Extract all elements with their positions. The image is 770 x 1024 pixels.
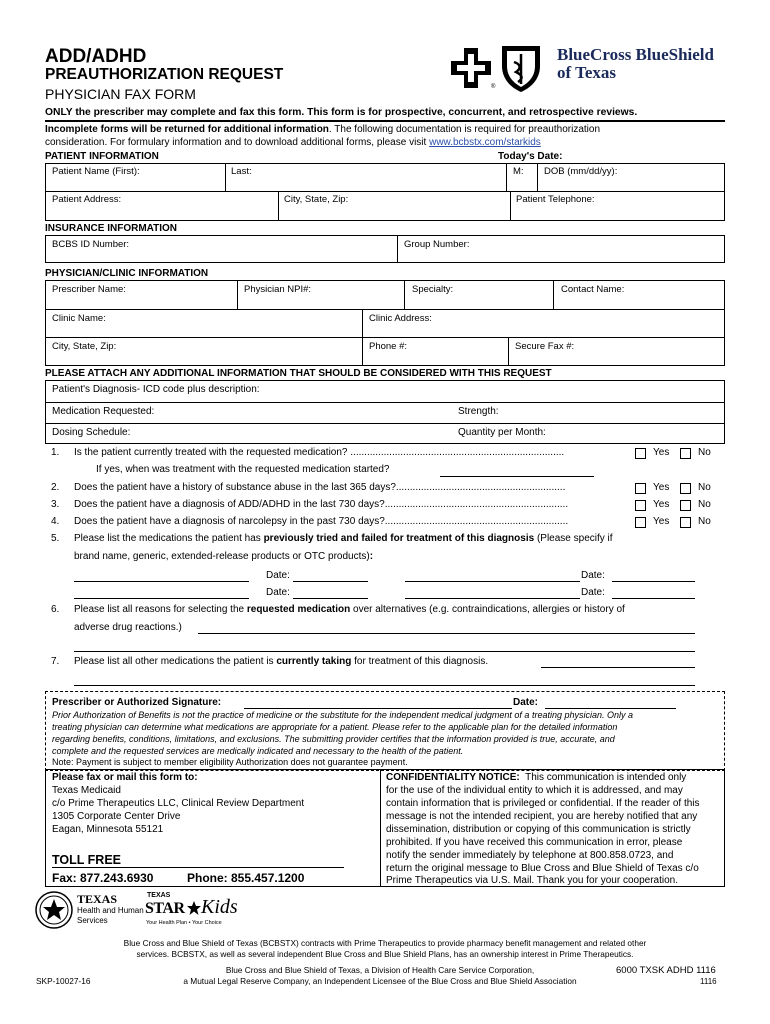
signature-date-label: Date: <box>513 697 539 708</box>
payment-note: Note: Payment is subject to member eligibility Authorization does not guarantee payment. <box>52 757 408 767</box>
patient-info-box <box>45 163 725 221</box>
mail-address-line-1: Texas Medicaid <box>52 785 121 796</box>
patient-dob-field[interactable]: DOB (mm/dd/yy): <box>544 166 618 177</box>
confidentiality-line-4: message is not the intended recipient, you are hereby notified that any <box>386 811 698 822</box>
phone-number: Phone: 855.457.1200 <box>187 871 305 885</box>
star-wordmark: STAR <box>145 900 185 917</box>
q3-yes-checkbox[interactable] <box>635 500 646 511</box>
brand-state: of Texas <box>557 63 617 82</box>
physician-npi-field[interactable]: Physician NPI#: <box>244 284 312 295</box>
q5-date-1-line[interactable] <box>293 581 368 582</box>
mail-address-line-3: 1305 Corporate Center Drive <box>52 811 181 822</box>
dosing-schedule-field[interactable]: Dosing Schedule: <box>52 427 131 438</box>
signature-date-line[interactable] <box>545 708 676 709</box>
fax-number: Fax: 877.243.6930 <box>52 871 154 885</box>
question-2: Does the patient have a history of substance abuse in the last 365 days?............................................................. <box>74 482 566 493</box>
patient-mi-field[interactable]: M: <box>513 166 524 177</box>
physician-section-heading: PHYSICIAN/CLINIC INFORMATION <box>45 268 209 279</box>
footer-line-3: Blue Cross and Blue Shield of Texas, a Division of Health Care Service Corporation, <box>225 965 535 975</box>
texas-wordmark: TEXAS <box>77 892 118 906</box>
secure-fax-field[interactable]: Secure Fax #: <box>515 341 575 352</box>
formulary-notice: consideration. For formulary information and to download additional forms, please visit www.bcbstx.com/starkids <box>45 137 541 148</box>
clinic-address-field[interactable]: Clinic Address: <box>369 313 432 324</box>
confidentiality-line-5: dissemination, distribution or copying of this communication is strictly <box>386 824 691 835</box>
q5-medication-3-line[interactable] <box>74 598 249 599</box>
disclaimer-line-1: Prior Authorization of Benefits is not the practice of medicine or the substitute for the independent medical judgment of a treating physician. Only a <box>52 710 633 720</box>
confidentiality-line-1: CONFIDENTIALITY NOTICE: This communication is intended only <box>386 772 687 783</box>
footer-line-4: a Mutual Legal Reserve Company, an Independent Licensee of the Blue Cross and Blue Shield Association <box>183 976 577 986</box>
clinic-phone-field[interactable]: Phone #: <box>369 341 408 352</box>
q5-date-3-line[interactable] <box>293 598 368 599</box>
incomplete-notice: Incomplete forms will be returned for additional information. The following documentation is required for preauthorization <box>45 124 601 135</box>
question-5-line2: brand name, generic, extended-release products or OTC products): <box>74 551 374 562</box>
texas-hhs-logo <box>34 890 74 935</box>
clinic-name-field[interactable]: Clinic Name: <box>52 313 106 324</box>
clinic-city-field[interactable]: City, State, Zip: <box>52 341 117 352</box>
form-subtitle: PREAUTHORIZATION REQUEST <box>45 66 284 83</box>
bcbs-logo <box>450 42 546 99</box>
patient-last-name-field[interactable]: Last: <box>231 166 252 177</box>
prescriber-only-notice: ONLY the prescriber may complete and fax this form. This form is for prospective, concurrent, and retrospective reviews. <box>45 107 638 118</box>
question-3: Does the patient have a diagnosis of ADD/ADHD in the last 730 days?.................................................................. <box>74 499 569 510</box>
disclaimer-line-3: regarding benefits, conditions, limitations, and exclusions. The submitting provider certifies that the information provided is true, accurate, and <box>52 734 615 744</box>
patient-city-field[interactable]: City, State, Zip: <box>284 194 349 205</box>
patient-first-name-field[interactable]: Patient Name (First): <box>52 166 140 177</box>
q7-answer-line-2[interactable] <box>74 685 695 686</box>
q6-answer-line-1[interactable] <box>198 633 695 634</box>
specialty-field[interactable]: Specialty: <box>412 284 454 295</box>
question-6: Please list all reasons for selecting the requested medication over alternatives (e.g. contraindications, allergies or history of <box>74 604 625 615</box>
q4-no-checkbox[interactable] <box>680 517 691 528</box>
q3-no-checkbox[interactable] <box>680 500 691 511</box>
confidentiality-line-2: for the use of the individual entity to which it is addressed, and may <box>386 785 683 796</box>
q2-yes-checkbox[interactable] <box>635 483 646 494</box>
form-code: SKP-10027-16 <box>36 976 91 986</box>
starkids-link[interactable]: www.bcbstx.com/starkids <box>429 137 541 148</box>
q5-medication-2-line[interactable] <box>405 581 580 582</box>
signature-line[interactable] <box>244 708 512 709</box>
patient-address-field[interactable]: Patient Address: <box>52 194 122 205</box>
confidentiality-line-6: prohibited. If you have received this communication in error, please <box>386 837 683 848</box>
question-6-line2: adverse drug reactions.) <box>74 622 182 633</box>
star-icon <box>187 901 201 915</box>
q1-yes-checkbox[interactable] <box>635 448 646 459</box>
toll-free-label: TOLL FREE <box>52 853 121 867</box>
footer-line-1: Blue Cross and Blue Shield of Texas (BCBSTX) contracts with Prime Therapeutics to provide pharmacy benefit management and related other <box>123 938 647 948</box>
strength-field[interactable]: Strength: <box>458 406 499 417</box>
q5-medication-1-line[interactable] <box>74 581 249 582</box>
revision-code: 1116 <box>700 977 717 986</box>
insurance-section-heading: INSURANCE INFORMATION <box>45 223 178 234</box>
medication-requested-field[interactable]: Medication Requested: <box>52 406 155 417</box>
question-7: Please list all other medications the patient is currently taking for treatment of this diagnosis. <box>74 656 489 667</box>
preauth-form-page: ADD/ADHD PREAUTHORIZATION REQUEST PHYSICIAN FAX FORM ® BlueCross BlueShield of Texas ONLY the prescriber may complete and fax this form. This form is for prospective, concurrent, and retrospective reviews. Incomplete forms will be returned for additional information. The following documentation is required for preauthorization consideration. For formulary information and to download additional forms, please visit www.bcbstx.com/starkids PATIENT INFORMATION Today's Date: Patient Name (First): Last: M: DOB (mm/dd/yy): Patient Address: City, State, Zip: Patient Telephone: INSURANCE INFORMATION BCBS ID Number: Group Number: PHYSICIAN/CLINIC INFORMATION Prescriber Name: Physician NPI#: Specialty: Contact Name: Clinic Name: Clinic Address: City, State, Zip: Phone #: Secure Fax #: PLEASE ATTACH ANY ADDITIONAL INFORMATION THAT SHOULD BE CONSIDERED WITH THIS REQUEST Patient's Diagnosis- ICD code plus description: Medication Requested: Strength: Dosing Schedule: Quantity per Month: 1. Is the patient currently treated with the requested medication? ............................................................................. Yes No If yes, when was treatment with the requested medication started? 2. Does the patient have a history of substance abuse in the last 365 days?............................................................. Yes No 3. Does the patient have a diagnosis of ADD/ADHD in the last 730 days?.................................................................. Yes No 4. Does the patient have a diagnosis of narcolepsy in the past 730 days?.................................................................. Yes No 5. Please list the medications the patient has previously tried and failed for treatment of this diagnosis (Please specify if brand name, generic, extended-release products or OTC products): Date: Date: Date: Date: 6. Please list all reasons for selecting the requested medication over alternatives (e.g. contraindications, allergies or history of adverse drug reactions.) 7. Please list all other medications the patient is currently taking for treatment of this diagnosis. Prescriber or Authorized Signature: Date: Prior Authorization of Benefits is not the practice of medicine or the substitute for the independent medical judgment of a treating physician. Only a treating physician can determine what medications are appropriate for a patient. Please refer to the applicable plan for the detailed information regarding benefits, conditions, limitations, and exclusions. The submitting provider certifies that the information provided is true, accurate, and complete and the requested services are medically indicated and necessary to the health of the patient. Note: Payment is subject to member eligibility Authorization does not guarantee payment. Please fax or mail this form to: Texas Medicaid c/o Prime Therapeutics LLC, Clinical Review Department 1305 Corporate Center Drive Eagan, Minnesota 55121 TOLL FREE Fax: 877.243.6930 Phone: 855.457.1200 CONFIDENTIALITY NOTICE: This communication is intended only for the use of the individual entity to which it is addressed, and may contain information that is privileged or confidential. If the reader of this message is not the intended recipient, you are hereby notified that any dissemination, distribution or copying of this communication is strictly prohibited. If you have received this communication in error, please notify the sender immediately by telephone at 800.858.0723, and return the original message to Blue Cross and Blue Shield of Texas c/o Prime Therapeutics via U.S. Mail. Thank you for your cooperation. TEXAS Health and Human Services TEXAS STAR Kids Your Health Plan • Your Choice Blue Cross and Blue Shield of Texas (BCBSTX) contracts with Prime Therapeutics to provide pharmacy benefit management and related other services. BCBSTX, as well as several independent Blue Cross and Blue Shield Plans, has an ownership interest in Prime Therapeutics. SKP-10027-16 Blue Cross and Blue Shield of Texas, a Division of Health Care Service Corporation, a Mutual Legal Reserve Company, an Independent Licensee of the Blue Cross and Blue Shield Association 6000 TXSK ADHD 1116 1116 <box>0 0 770 1024</box>
texas-seal-icon <box>34 890 74 930</box>
disclaimer-line-2: treating physician can determine what medications are appropriate for a patient. Please refer to the applicable plan for the detailed information <box>52 722 618 732</box>
question-1: Is the patient currently treated with the requested medication? ............................................................................. <box>74 447 565 458</box>
signature-label: Prescriber or Authorized Signature: <box>52 697 222 708</box>
confidentiality-line-9: Prime Therapeutics via U.S. Mail. Thank you for your cooperation. <box>386 875 678 886</box>
mail-address-line-2: c/o Prime Therapeutics LLC, Clinical Review Department <box>52 798 305 809</box>
patient-section-heading: PATIENT INFORMATION <box>45 151 159 162</box>
contact-name-field[interactable]: Contact Name: <box>561 284 625 295</box>
question-5: Please list the medications the patient has previously tried and failed for treatment of this diagnosis (Please specify if <box>74 533 613 544</box>
q1-no-checkbox[interactable] <box>680 448 691 459</box>
hhs-line-2: Services <box>77 916 108 925</box>
intro-divider <box>45 120 725 122</box>
disclaimer-line-4: complete and the requested services are medically indicated and necessary to the health of the patient. <box>52 746 464 756</box>
question-1-followup: If yes, when was treatment with the requested medication started? <box>96 464 390 475</box>
q7-answer-line-1[interactable] <box>541 667 695 668</box>
form-title: ADD/ADHD <box>45 46 147 67</box>
insurance-info-box <box>45 235 725 263</box>
q2-no-checkbox[interactable] <box>680 483 691 494</box>
q5-medication-4-line[interactable] <box>405 598 580 599</box>
q1-start-date-line[interactable] <box>440 476 594 477</box>
q6-answer-line-2[interactable] <box>74 651 695 652</box>
group-number-field[interactable]: Group Number: <box>404 239 470 250</box>
question-4: Does the patient have a diagnosis of narcolepsy in the past 730 days?.................................................................. <box>74 516 569 527</box>
form-type: PHYSICIAN FAX FORM <box>45 86 196 102</box>
prescriber-name-field[interactable]: Prescriber Name: <box>52 284 126 295</box>
bcbs-cross-shield-icon <box>450 42 546 94</box>
hhs-line-1: Health and Human <box>77 906 144 915</box>
mail-heading: Please fax or mail this form to: <box>52 772 198 783</box>
q5-date-2-line[interactable] <box>612 581 695 582</box>
diagnosis-field[interactable]: Patient's Diagnosis- ICD code plus description: <box>52 384 260 395</box>
q4-yes-checkbox[interactable] <box>635 517 646 528</box>
form-id: 6000 TXSK ADHD 1116 <box>616 965 716 976</box>
confidentiality-line-8: return the original message to Blue Cross and Blue Shield of Texas c/o <box>386 863 699 874</box>
confidentiality-line-7: notify the sender immediately by telephone at 800.858.0723, and <box>386 850 674 861</box>
attach-info-heading: PLEASE ATTACH ANY ADDITIONAL INFORMATION THAT SHOULD BE CONSIDERED WITH THIS REQUEST <box>45 368 552 379</box>
quantity-per-month-field[interactable]: Quantity per Month: <box>458 427 546 438</box>
patient-telephone-field[interactable]: Patient Telephone: <box>516 194 595 205</box>
registered-mark: ® <box>491 84 496 90</box>
star-tagline: Your Health Plan • Your Choice <box>146 920 222 926</box>
todays-date-label: Today's Date: <box>498 151 563 162</box>
bcbs-id-field[interactable]: BCBS ID Number: <box>52 239 130 250</box>
confidentiality-line-3: contain information that is privileged or confidential. If the reader of this <box>386 798 700 809</box>
footer-line-2: services. BCBSTX, as well as several independent Blue Cross and Blue Shield Plans, has an ownership interest in Prime Therapeutics. <box>136 949 634 959</box>
kids-wordmark: Kids <box>201 896 238 918</box>
brand-name: BlueCross BlueShield <box>557 45 714 64</box>
q5-date-4-line[interactable] <box>612 598 695 599</box>
mail-address-line-4: Eagan, Minnesota 55121 <box>52 824 164 835</box>
